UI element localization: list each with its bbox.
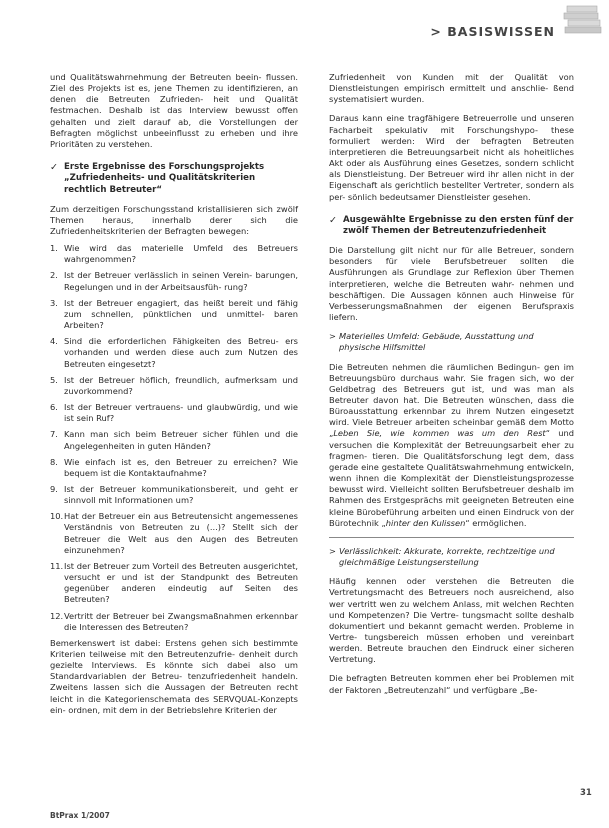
arrow-icon: > <box>329 545 336 556</box>
body-paragraph: Die Betreuten nehmen die räumlichen Bedingun- gen im Betreuungsbüro durchaus wahr. Sie fragen sich, wo der Geldbetrag des Betreuers gut ist, und was man als Betreuter davon hat. Die Betreuten wünschen, dass die Büroausstattung erkennbar zu ihrem Nutzen eingesetzt wird. Viele Betreuer arbeiten scheinbar gemäß dem Motto „Leben Sie, wie kommen was um den Rest“ und versuchen die Komplexität der Betreuungsarbeit eher zu fragmen- tieren. Die Qualitätsforschung legt dem, dass gerade eine gestaltete Qualitätswahrnehmung entwickeln, wenn ihnen die Komplexität der Dienstleistungsprozesse bewusst wird. Vielleicht sollten Berufsbetreuer deshalb im Rahmen des Erstgesprächs mit geeigneten Betreuten eine kleine Bürobeführung arbeiten und einen Eindruck von der Bürotechnik „hinter den Kulissen“ ermöglichen. <box>329 361 574 528</box>
list-item: 10. Hat der Betreuer ein aus Betreutensicht angemessenes Verständnis von Betreuten zu (...)? Stellt sich der Betreuer die Welt aus den Augen des Betreuten einzunehmen? <box>50 511 298 555</box>
list-item: 8. Wie einfach ist es, den Betreuer zu erreichen? Wie bequem ist die Kontaktaufnahme? <box>50 456 298 478</box>
list-item: 11. Ist der Betreuer zum Vorteil des Betreuten ausgerichtet, versucht er und ist der Standpunkt des Betreuten gegenüber anderen eindeutig auf Seiten des Betreuten? <box>50 560 298 605</box>
left-column <box>50 72 298 716</box>
list-item: 2. Ist der Betreuer verlässlich in seinen Verein- barungen, Regelungen und in der Arbeitsausfüh- rung? <box>50 270 298 292</box>
check-icon: ✓ <box>50 162 58 174</box>
arrow-icon: > <box>329 331 336 342</box>
outro-paragraph: Bemerkenswert ist dabei: Erstens gehen sich bestimmte Kriterien teilweise mit den Betreutenzufrie- denheit durch gezielte Interviews. Es könnte sich dabei also um Standardvariablen der Betreu- tenzufriedenheit handeln. Zweitens lassen sich die Aussagen der Betreuten recht leicht in die Kategorienschemata des SERVQUAL-Konzepts ein- ordnen, mit dem in der Betriebslehre Kriterien der <box>50 637 298 715</box>
book-stack-icon <box>561 2 605 38</box>
subheading-2 <box>329 546 574 568</box>
page-number: 31 <box>580 788 592 798</box>
intro-paragraph: und Qualitätswahrnehmung der Betreuten beein- flussen. Ziel des Projekts ist es, jene Themen zu identifizieren, an denen die Betreuten Zufrieden- heit und Qualität festmachen. Deshalb ist das Interview bewusst offen gehalten und zielt darauf ab, die Vorstellungen der Befragten möglichst unbeeinflusst zu erheben und ihre Prioritäten zu verstehen. <box>50 72 298 149</box>
check-icon: ✓ <box>329 214 337 226</box>
section-heading-1 <box>50 162 298 196</box>
body-paragraph: Daraus kann eine tragfähigere Betreuerrolle und unseren Facharbeit spekulativ mit Forschungshypo- these formuliert werden: Wird der befragten Betreuten interpretieren die Betreuungsarbeit nicht als hoheitliches Akt oder als Ausführung eines Gesetzes, sondern schlicht als Dienstleistung. Der Betreuer wird ihr allen nicht in der Eigenschaft als gerichtlich bestellter Vertreter, sondern als per- sönlich bedeutsamer Dienstleister gesehen. <box>329 113 574 202</box>
right-column <box>329 72 574 696</box>
list-item: 5. Ist der Betreuer höflich, freundlich, aufmerksam und zuvorkommend? <box>50 374 298 396</box>
subheading-1 <box>329 331 574 353</box>
list-item: 3. Ist der Betreuer engagiert, das heißt bereit und fähig zum schnellen, pünktlichen und unmittel- baren Arbeiten? <box>50 297 298 331</box>
heading-text: Ausgewählte Ergebnisse zu den ersten fünf der zwölf Themen der Betreutenzufriedenheit <box>343 214 574 236</box>
list-item: 1. Wie wird das materielle Umfeld des Betreuers wahrgenommen? <box>50 243 298 265</box>
question-list <box>50 243 298 633</box>
section-heading-2 <box>329 215 574 237</box>
body-paragraph: Die befragten Betreuten kommen eher bei Problemen mit der Faktoren „Betreutenzahl“ und verfügbare „Be- <box>329 673 574 695</box>
body-paragraph: Die Darstellung gilt nicht nur für alle Betreuer, sondern besonders für viele Berufsbetreuer sollten die Ausführungen als Grundlage zur Reflexion über Themen interpretieren, welche die Betreuten wahr- nehmen und beschäftigen. Die Aussagen können auch Hinweise für Verbesserungsmaßnahmen der eigenen Berufspraxis liefern. <box>329 245 574 323</box>
list-item: 12. Vertritt der Betreuer bei Zwangsmaßnahmen erkennbar die Interessen des Betreuten? <box>50 610 298 632</box>
list-intro: Zum derzeitigen Forschungsstand kristallisieren sich zwölf Themen heraus, innerhalb derer sich die Zufriedenheitskriterien der Befragten bewegen: <box>50 203 298 237</box>
subheading-text: Materielles Umfeld: Gebäude, Ausstattung und physische Hilfsmittel <box>339 331 534 353</box>
divider <box>329 537 574 538</box>
list-item: 7. Kann man sich beim Betreuer sicher fühlen und die Angelegenheiten in guten Händen? <box>50 429 298 451</box>
list-item: 4. Sind die erforderlichen Fähigkeiten des Betreu- ers vorhanden und werden diese auch zum Nutzen des Betreuten eingesetzt? <box>50 336 298 369</box>
journal-footer: BtPrax 1/2007 <box>50 811 110 820</box>
list-item: 6. Ist der Betreuer vertrauens- und glaubwürdig, und wie ist sein Ruf? <box>50 402 298 424</box>
heading-text: Erste Ergebnisse des Forschungsprojekts „Zufriedenheits- und Qualitätskriterien rechtlich Betreuter“ <box>64 162 265 195</box>
subheading-text: Verlässlichkeit: Akkurate, korrekte, rechtzeitige und gleichmäßige Leistungserstellung <box>339 545 555 568</box>
section-title: > BASISWISSEN <box>430 24 555 39</box>
intro-paragraph: Zufriedenheit von Kunden mit der Qualität von Dienstleistungen empirisch ermittelt und anschlie- ßend systematisiert wurden. <box>329 72 574 105</box>
list-item: 9. Ist der Betreuer kommunikationsbereit, und geht er sinnvoll mit Informationen um? <box>50 483 298 506</box>
page-header <box>0 0 609 52</box>
body-paragraph: Häufig kennen oder verstehen die Betreuten die Vertretungsmacht des Betreuers noch ausreichend, also wer vertritt wen zu welchem Anlass, mit welchen Rechten und Kompetenzen? Die Vertre- tungsmacht sollte deshalb dokumentiert und bekannt gemacht werden. Probleme in Vertre- tungsbereich müssen erhoben und vereinbart werden. Betreute brauchen den Eindruck einer sicheren Vertretung. <box>329 576 574 665</box>
